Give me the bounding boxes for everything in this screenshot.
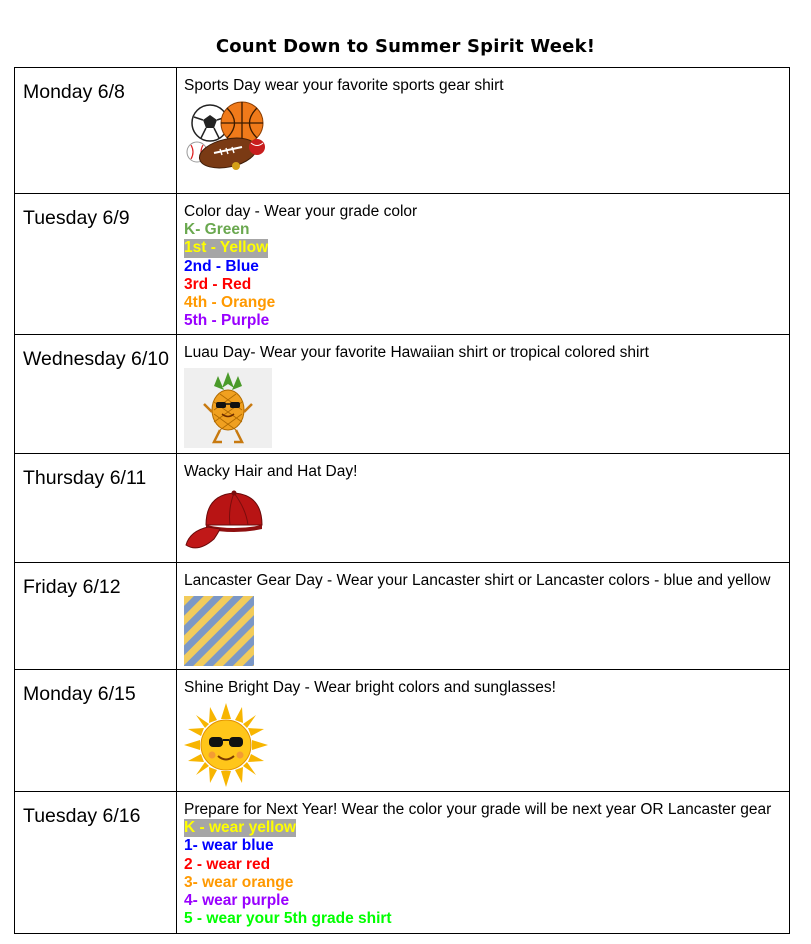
blue-yellow-stripes-icon <box>184 596 254 666</box>
list-item: 1- wear blue <box>184 837 274 855</box>
sun-sunglasses-icon <box>184 703 268 787</box>
list-item: 4- wear purple <box>184 892 290 910</box>
sports-balls-icon <box>184 101 270 173</box>
table-row-wednesday-6-10 <box>15 335 790 454</box>
baseball-cap-icon <box>184 487 268 557</box>
day-description: Luau Day- Wear your favorite Hawaiian shirt or tropical colored shirt <box>184 344 649 361</box>
list-item: 2nd - Blue <box>184 257 259 275</box>
info-cell <box>177 454 790 563</box>
list-item: K- Green <box>184 221 250 239</box>
table-row-tuesday-6-16 <box>15 792 790 934</box>
list-item: 5th - Purple <box>184 312 270 330</box>
day-cell: Friday 6/12 <box>15 563 177 670</box>
pineapple-icon <box>184 368 272 448</box>
day-cell: Monday 6/8 <box>15 68 177 194</box>
list-item: 4th - Orange <box>184 294 276 312</box>
table-row-monday-6-8 <box>15 68 790 194</box>
day-description: Color day - Wear your grade color <box>184 203 418 220</box>
info-cell <box>177 68 790 194</box>
day-description: Wacky Hair and Hat Day! <box>184 463 358 480</box>
info-cell <box>177 194 790 335</box>
day-cell: Tuesday 6/9 <box>15 194 177 335</box>
day-cell: Thursday 6/11 <box>15 454 177 563</box>
list-item: 2 - wear red <box>184 855 271 873</box>
table-row-monday-6-15 <box>15 670 790 792</box>
list-item: 1st - Yellow <box>184 239 269 257</box>
page-title: Count Down to Summer Spirit Week! <box>215 36 596 57</box>
info-cell <box>177 670 790 792</box>
list-item: 3- wear orange <box>184 873 294 891</box>
list-item: 3rd - Red <box>184 275 252 293</box>
info-cell <box>177 792 790 934</box>
list-item: 5 - wear your 5th grade shirt <box>184 910 392 928</box>
spirit-week-table <box>14 67 790 934</box>
day-description: Prepare for Next Year! Wear the color your grade will be next year OR Lancaster gear <box>184 801 772 818</box>
info-cell <box>177 335 790 454</box>
day-description: Sports Day wear your favorite sports gear shirt <box>184 77 504 94</box>
list-item: K - wear yellow <box>184 819 296 837</box>
day-cell: Wednesday 6/10 <box>15 335 177 454</box>
table-row-friday-6-12 <box>15 563 790 670</box>
grade-color-list <box>184 221 783 330</box>
next-year-color-list <box>184 819 783 928</box>
info-cell <box>177 563 790 670</box>
day-cell: Monday 6/15 <box>15 670 177 792</box>
day-description: Shine Bright Day - Wear bright colors and sunglasses! <box>184 679 556 696</box>
table-row-tuesday-6-9 <box>15 194 790 335</box>
day-description: Lancaster Gear Day - Wear your Lancaster shirt or Lancaster colors - blue and yellow <box>184 572 771 589</box>
day-cell: Tuesday 6/16 <box>15 792 177 934</box>
table-row-thursday-6-11 <box>15 454 790 563</box>
